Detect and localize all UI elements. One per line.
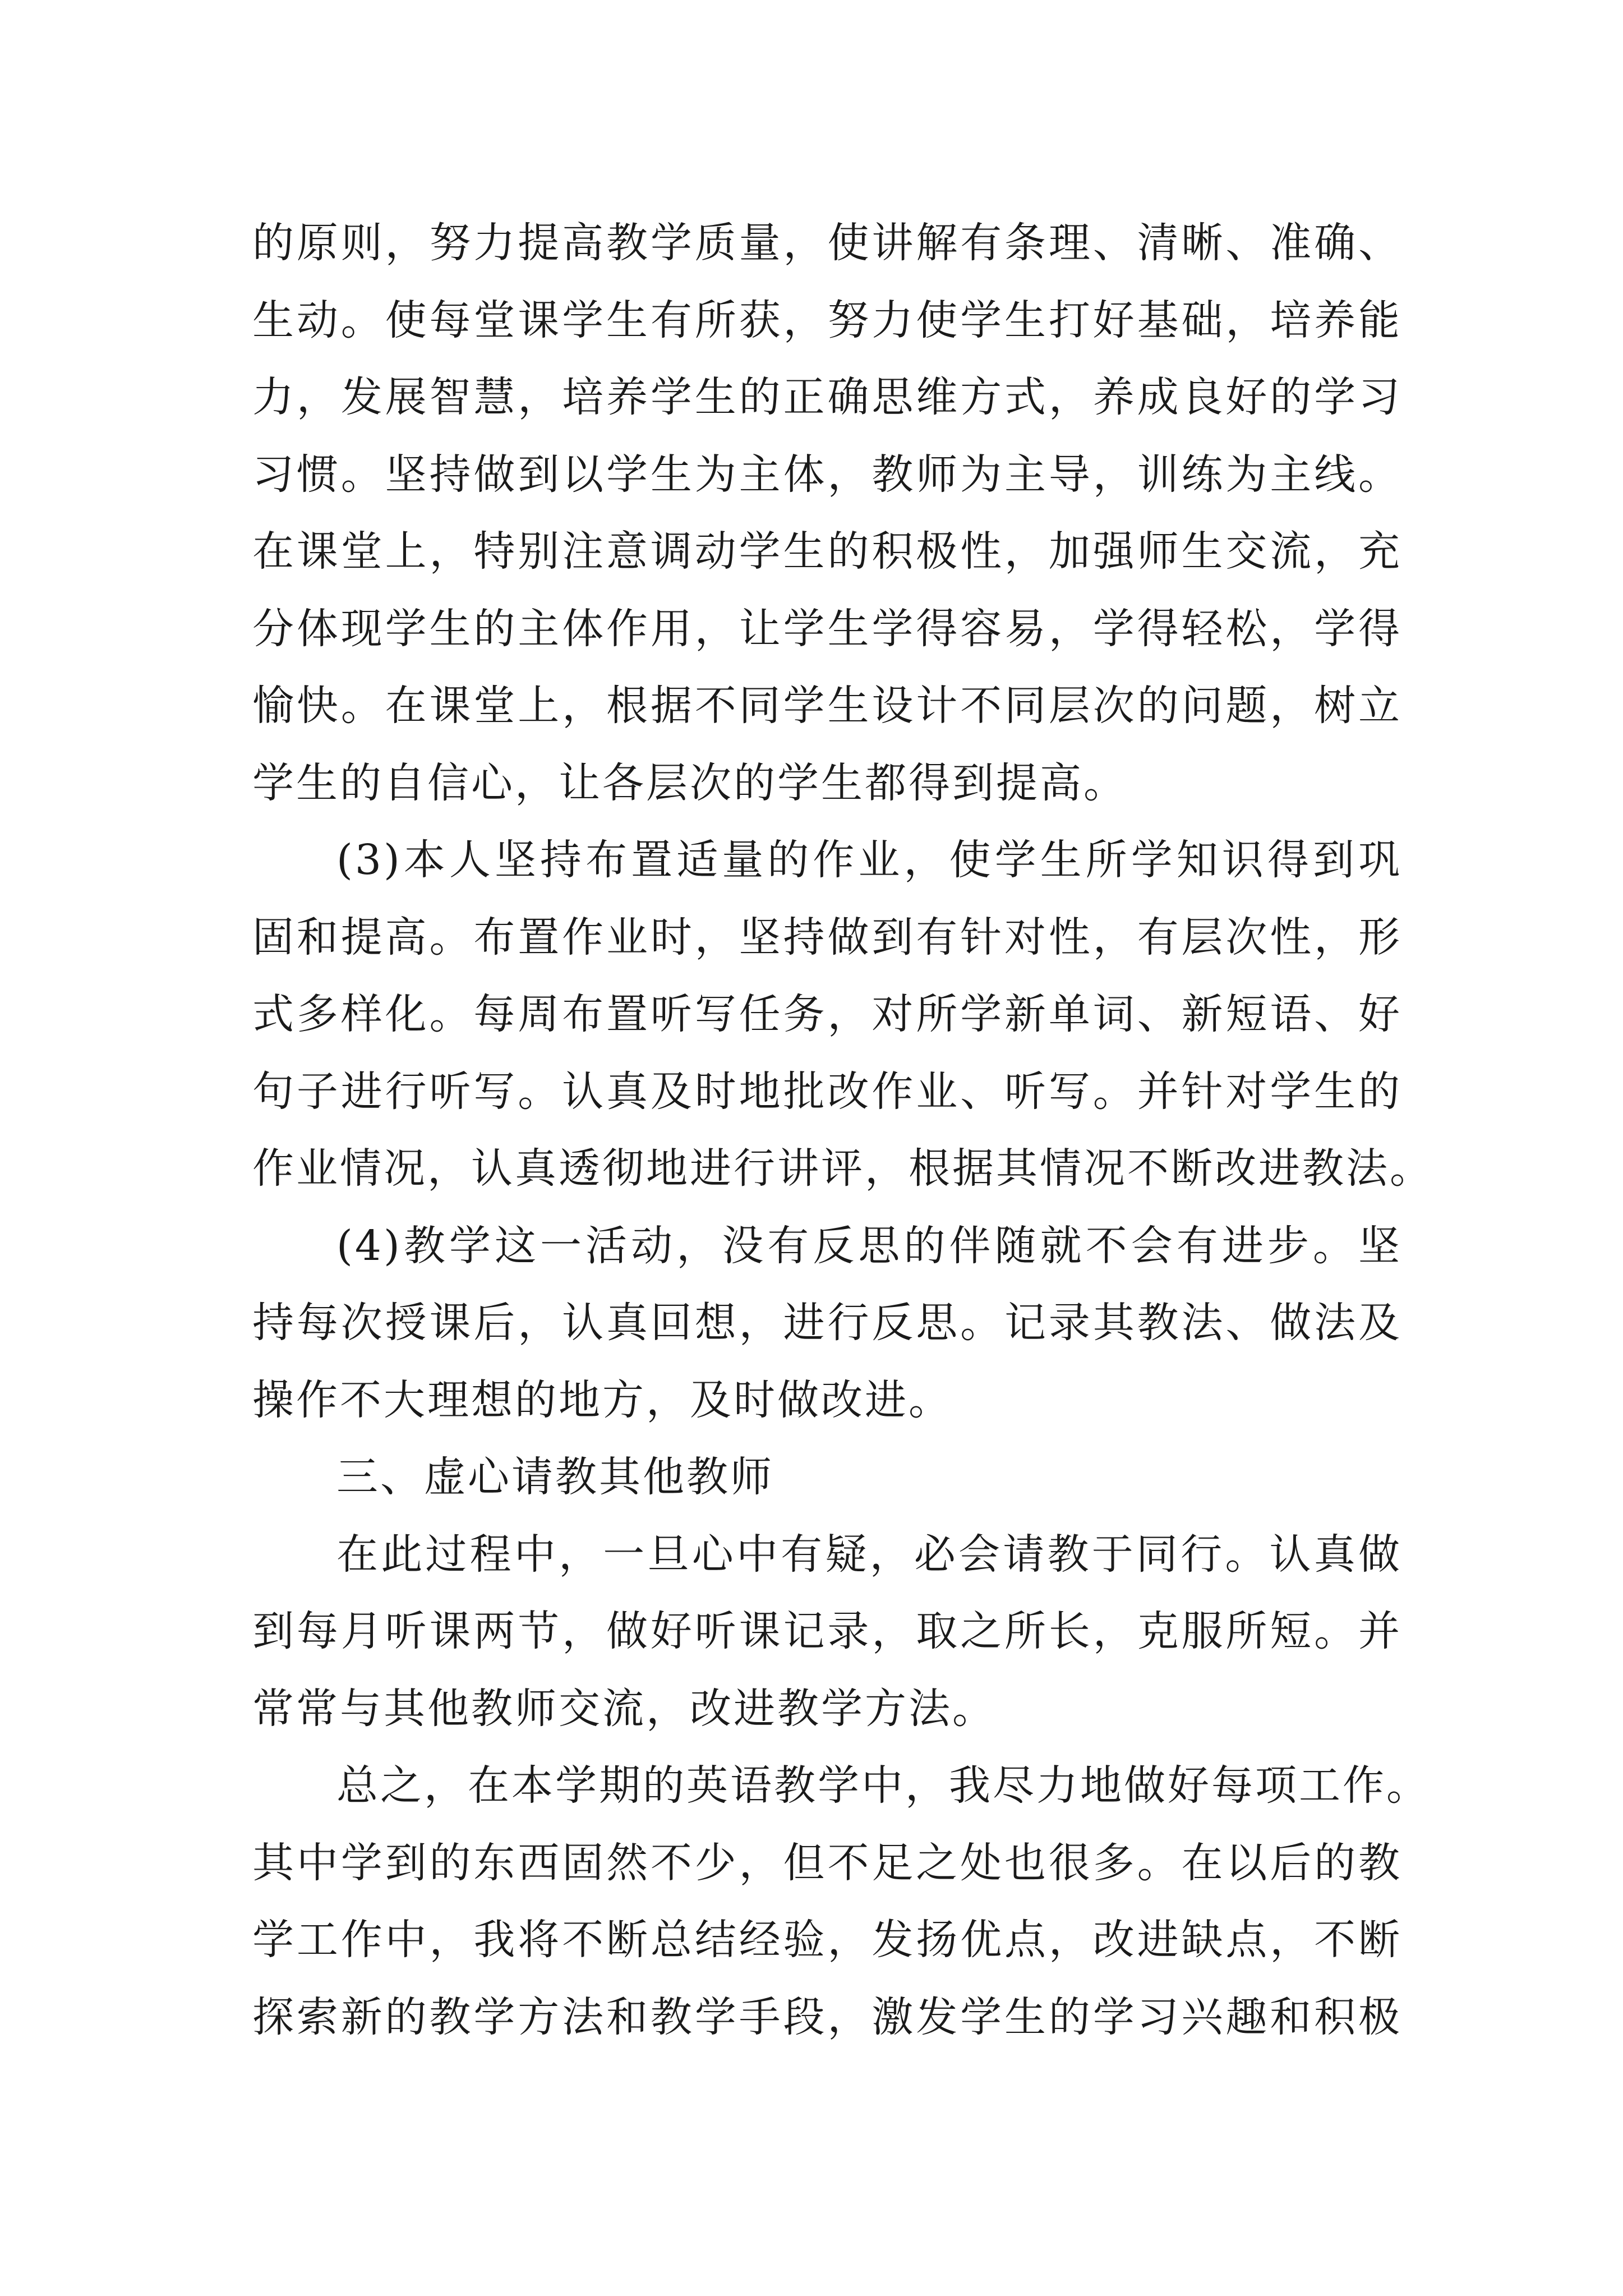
text-line: 生动。使每堂课学生有所获，努力使学生打好基础，培养能 bbox=[252, 296, 1402, 344]
text-line: 在此过程中，一旦心中有疑，必会请教于同行。认真做 bbox=[336, 1530, 1402, 1579]
text-line: 其中学到的东西固然不少，但不足之处也很多。在以后的教 bbox=[252, 1838, 1402, 1887]
text-line: 三、虚心请教其他教师 bbox=[336, 1453, 774, 1501]
text-line: 固和提高。布置作业时，坚持做到有针对性，有层次性，形 bbox=[252, 913, 1402, 961]
text-line: 学生的自信心，让各层次的学生都得到提高。 bbox=[252, 758, 1127, 807]
text-line: 式多样化。每周布置听写任务，对所学新单词、新短语、好 bbox=[252, 990, 1402, 1038]
text-line: 操作不大理想的地方，及时做改进。 bbox=[252, 1375, 952, 1424]
text-line: 的原则，努力提高教学质量，使讲解有条理、清晰、准确、 bbox=[252, 219, 1402, 267]
document-body bbox=[252, 205, 1433, 2056]
text-line: 持每次授课后，认真回想，进行反思。记录其教法、做法及 bbox=[252, 1299, 1402, 1347]
text-line: 愉快。在课堂上，根据不同学生设计不同层次的问题，树立 bbox=[252, 682, 1402, 730]
text-line: 力，发展智慧，培养学生的正确思维方式，养成良好的学习 bbox=[252, 373, 1402, 421]
text-line: (4)教学这一活动，没有反思的伴随就不会有进步。坚 bbox=[336, 1221, 1402, 1270]
text-line: 在课堂上，特别注意调动学生的积极性，加强师生交流，充 bbox=[252, 527, 1402, 576]
text-line: 分体现学生的主体作用，让学生学得容易，学得轻松，学得 bbox=[252, 604, 1402, 653]
text-line: 作业情况，认真透彻地进行讲评，根据其情况不断改进教法。 bbox=[252, 1144, 1433, 1193]
text-line: 探索新的教学方法和教学手段，激发学生的学习兴趣和积极 bbox=[252, 1993, 1402, 2041]
text-line: 到每月听课两节，做好听课记录，取之所长，克服所短。并 bbox=[252, 1607, 1402, 1655]
text-line: (3)本人坚持布置适量的作业，使学生所学知识得到巩 bbox=[336, 836, 1402, 884]
text-line: 学工作中，我将不断总结经验，发扬优点，改进缺点，不断 bbox=[252, 1916, 1402, 1964]
text-line: 句子进行听写。认真及时地批改作业、听写。并针对学生的 bbox=[252, 1067, 1402, 1116]
text-line: 总之，在本学期的英语教学中，我尽力地做好每项工作。 bbox=[336, 1761, 1430, 1810]
text-line: 习惯。坚持做到以学生为主体，教师为主导，训练为主线。 bbox=[252, 450, 1402, 499]
text-line: 常常与其他教师交流，改进教学方法。 bbox=[252, 1684, 996, 1733]
